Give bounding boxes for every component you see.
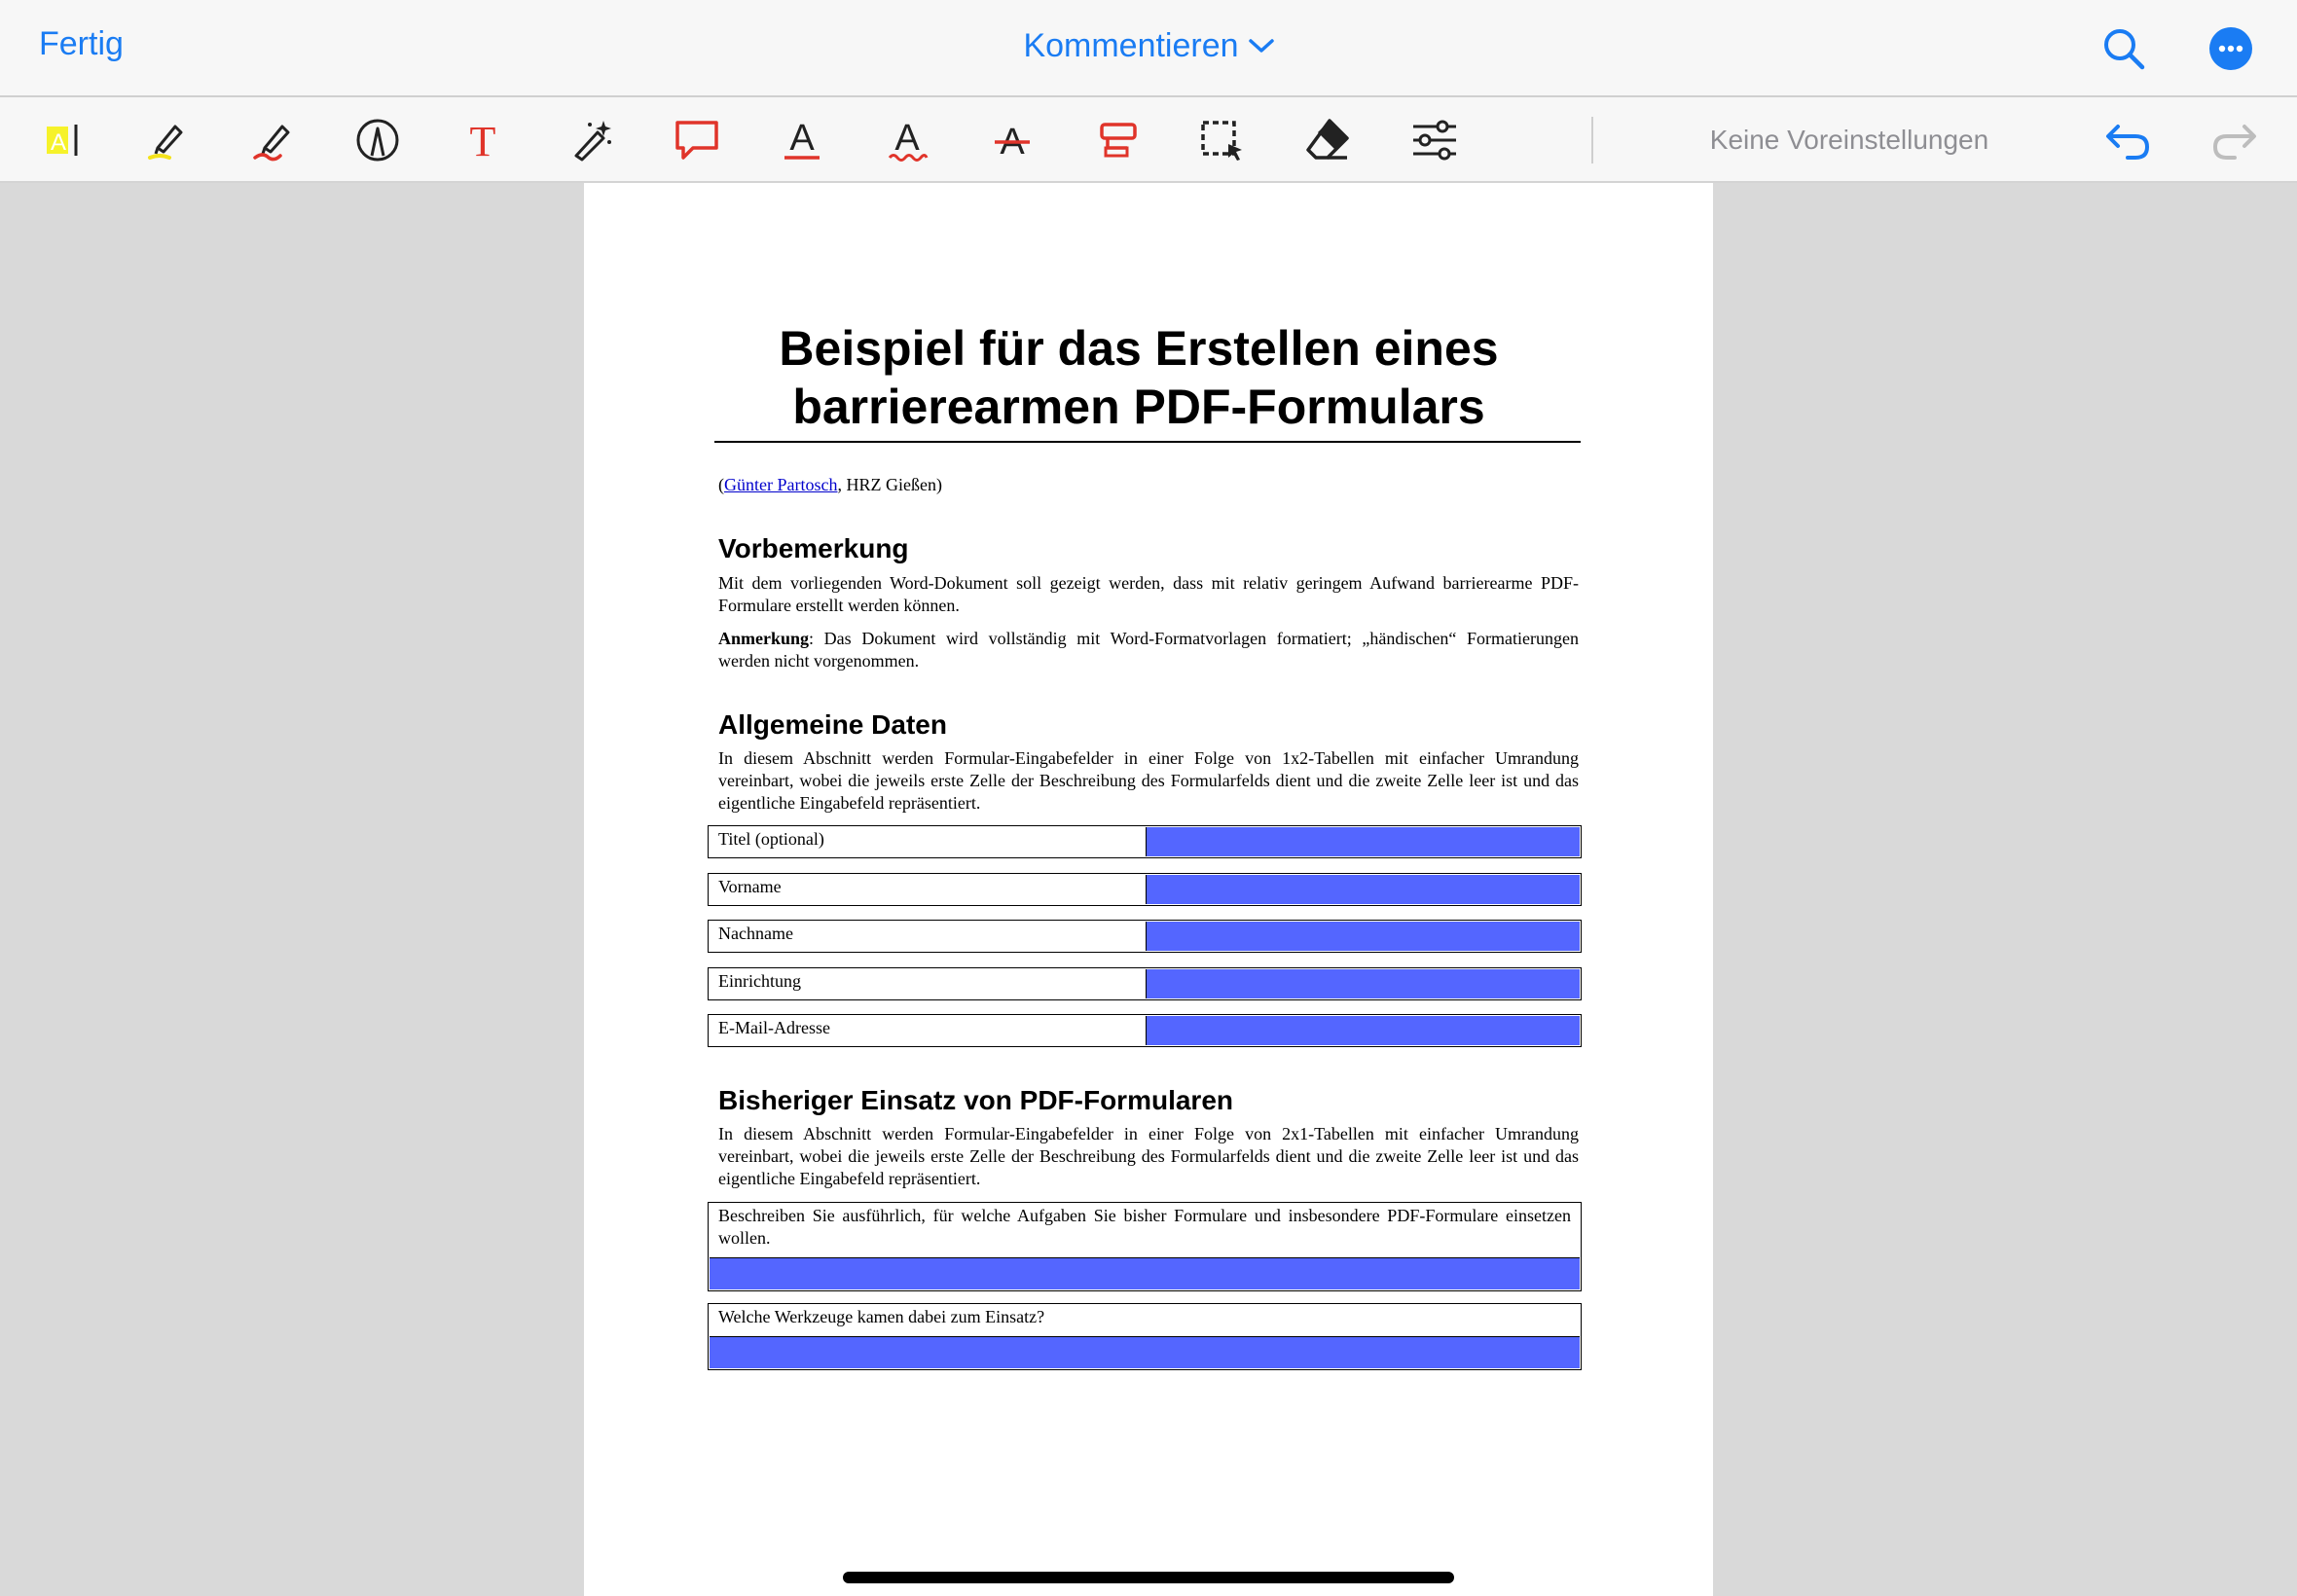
document-title (711, 319, 1567, 436)
svg-text:A: A (789, 118, 815, 159)
paragraph-anmerkung (718, 628, 1579, 672)
form-row-einrichtung (708, 967, 1582, 1000)
title-line-2: barrierearmen PDF-Formulars (792, 380, 1485, 434)
mode-label: Kommentieren (1023, 26, 1239, 64)
comment-icon (672, 115, 722, 165)
author-line (718, 475, 942, 495)
form-row-vorname (708, 873, 1582, 906)
field-input-titel[interactable] (1146, 827, 1580, 856)
pencil-circle-icon (352, 115, 403, 165)
magic-pen-icon (566, 115, 617, 165)
svg-text:T: T (469, 118, 496, 165)
text-tool[interactable] (457, 115, 508, 165)
svg-text:A: A (51, 129, 67, 156)
redo-icon[interactable] (2209, 119, 2258, 163)
tool-settings[interactable] (1409, 115, 1460, 165)
paragraph-vorbemerkung: Mit dem vorliegenden Word-Dokument soll gezeigt werden, dass mit relativ geringem Aufwand barrierearme PDF-Formulare erstellt werden können. (718, 573, 1579, 615)
field-label-vorname: Vorname (718, 877, 782, 896)
undo-icon[interactable] (2104, 119, 2153, 163)
pdf-page (584, 183, 1713, 1596)
squiggly-tool[interactable] (882, 115, 932, 165)
field-input-vorname[interactable] (1146, 875, 1580, 904)
field-label-werkzeuge: Welche Werkzeuge kamen dabei zum Einsatz? (718, 1307, 1045, 1326)
field-input-email[interactable] (1146, 1016, 1580, 1045)
field-input-werkzeuge[interactable] (710, 1336, 1580, 1368)
eraser-icon (1302, 115, 1353, 165)
form-table-aufgaben (708, 1202, 1582, 1291)
selection-icon (1197, 115, 1248, 165)
pen-icon (247, 115, 298, 165)
text-highlight-icon (37, 115, 88, 165)
highlighter-tool[interactable] (142, 115, 193, 165)
paragraph-bisheriger-einsatz: In diesem Abschnitt werden Formular-Eingabefelder in einer Folge von 2x1-Tabellen mit einfacher Umrandung vereinbart, wobei die jeweils erste Zelle der Beschreibung des Formularfelds dient und die zweite Zelle leer ist und das eigentliche Eingabefeld repräsentiert. (718, 1124, 1579, 1188)
strikethrough-tool[interactable] (987, 115, 1038, 165)
form-row-nachname (708, 920, 1582, 953)
form-table-werkzeuge (708, 1303, 1582, 1370)
magic-pen-tool[interactable] (566, 115, 617, 165)
field-label-nachname: Nachname (718, 924, 793, 943)
underline-icon (777, 115, 827, 165)
author-open-paren: ( (718, 475, 724, 494)
heading-vorbemerkung: Vorbemerkung (718, 533, 909, 563)
svg-text:A: A (1000, 122, 1025, 163)
text-highlight-tool[interactable] (37, 115, 88, 165)
field-input-aufgaben[interactable] (710, 1257, 1580, 1289)
strikethrough-icon (987, 115, 1038, 165)
replace-text-icon (1092, 115, 1143, 165)
selection-tool[interactable] (1197, 115, 1248, 165)
squiggly-underline-icon (882, 115, 932, 165)
more-options-button[interactable] (2209, 27, 2252, 70)
heading-allgemeine-daten: Allgemeine Daten (718, 709, 947, 740)
field-label-einrichtung: Einrichtung (718, 971, 801, 991)
author-link[interactable]: Günter Partosch (724, 475, 838, 494)
field-label-titel: Titel (optional) (718, 829, 824, 849)
underline-tool[interactable] (777, 115, 827, 165)
search-icon[interactable] (2100, 25, 2147, 72)
mode-selector[interactable] (0, 25, 2297, 65)
home-indicator[interactable] (843, 1572, 1454, 1583)
shape-pen-tool[interactable] (352, 115, 403, 165)
note-bold-label: Anmerkung (718, 629, 810, 648)
replace-text-tool[interactable] (1092, 115, 1143, 165)
form-row-email (708, 1014, 1582, 1047)
done-button[interactable]: Fertig (39, 25, 124, 62)
highlighter-icon (142, 115, 193, 165)
eraser-tool[interactable] (1302, 115, 1353, 165)
heading-bisheriger-einsatz: Bisheriger Einsatz von PDF-Formularen (718, 1085, 1233, 1115)
field-label-email: E-Mail-Adresse (718, 1018, 830, 1037)
field-label-aufgaben: Beschreiben Sie ausführlich, für welche Aufgaben Sie bisher Formulare und insbesondere PDF-Formulare einsetzen wollen. (718, 1206, 1571, 1248)
chevron-down-icon (1249, 38, 1274, 54)
svg-text:A: A (894, 118, 920, 159)
comment-tool[interactable] (672, 115, 722, 165)
top-bar (0, 0, 2297, 97)
preset-label[interactable]: Keine Voreinstellungen (1709, 125, 1989, 155)
note-text: : Das Dokument wird vollständig mit Word-Formatvorlagen formatiert; „händischen“ Formatierungen werden nicht vorgenommen. (718, 629, 1579, 671)
title-rule (714, 441, 1581, 443)
text-tool-icon (457, 115, 508, 165)
pen-tool[interactable] (247, 115, 298, 165)
ellipsis-icon (2209, 27, 2252, 70)
annotation-toolbar (0, 97, 2297, 183)
author-affiliation: , HRZ Gießen) (837, 475, 942, 494)
settings-sliders-icon (1409, 115, 1460, 165)
field-input-einrichtung[interactable] (1146, 969, 1580, 998)
toolbar-divider (1591, 117, 1593, 163)
title-line-1: Beispiel für das Erstellen eines (779, 321, 1499, 376)
form-row-titel (708, 825, 1582, 858)
field-input-nachname[interactable] (1146, 922, 1580, 951)
paragraph-allgemeine-daten: In diesem Abschnitt werden Formular-Eingabefelder in einer Folge von 1x2-Tabellen mit einfacher Umrandung vereinbart, wobei die jeweils erste Zelle der Beschreibung des Formularfelds dient und die zweite Zelle leer ist und das eigentliche Eingabefeld repräsentiert. (718, 748, 1579, 813)
